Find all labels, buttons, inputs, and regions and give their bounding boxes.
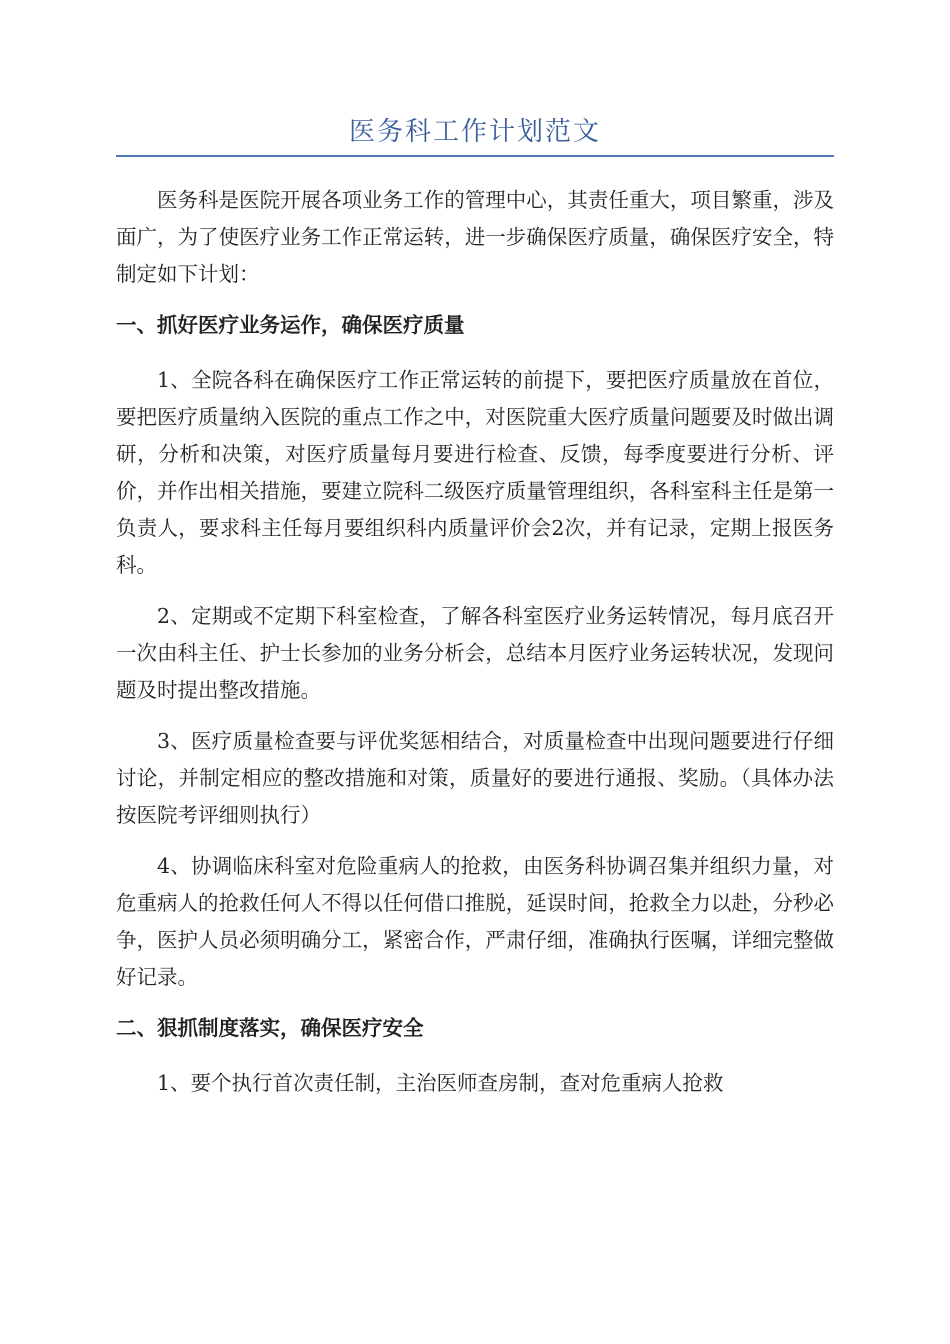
section-heading-2: 二、狠抓制度落实，确保医疗安全 (116, 1016, 424, 1040)
section-1-paragraph-3: 3、医疗质量检查要与评优奖惩相结合，对质量检查中出现问题要进行仔细讨论，并制定相应的整改措施和对策，质量好的要进行通报、奖励。（具体办法按医院考评细则执行） (116, 729, 834, 827)
section-heading-1: 一、抓好医疗业务运作，确保医疗质量 (116, 313, 465, 337)
section-1-paragraph-4: 4、协调临床科室对危险重病人的抢救，由医务科协调召集并组织力量，对危重病人的抢救任何人不得以任何借口推脱，延误时间，抢救全力以赴，分秒必争，医护人员必须明确分工，紧密合作，严肃仔细，准确执行医嘱，详细完整做好记录。 (116, 854, 834, 989)
document-title: 医务科工作计划范文 (348, 117, 601, 147)
title-underline (116, 155, 834, 157)
section-1-paragraph-1: 1、全院各科在确保医疗工作正常运转的前提下，要把医疗质量放在首位，要把医疗质量纳入医院的重点工作之中，对医院重大医疗质量问题要及时做出调研，分析和决策，对医疗质量每月要进行检查、反馈，每季度要进行分析、评价，并作出相关措施，要建立院科二级医疗质量管理组织，各科室科主任是第一负责人，要求科主任每月要组织科内质量评价会2次，并有记录，定期上报医务科。 (116, 368, 834, 577)
section-1-paragraph-2: 2、定期或不定期下科室检查，了解各科室医疗业务运转情况，每月底召开一次由科主任、护士长参加的业务分析会，总结本月医疗业务运转状况，发现问题及时提出整改措施。 (116, 604, 834, 702)
intro-paragraph: 医务科是医院开展各项业务工作的管理中心，其责任重大，项目繁重，涉及面广，为了使医疗业务工作正常运转，进一步确保医疗质量，确保医疗安全，特制定如下计划： (116, 188, 834, 286)
section-2-paragraph-1: 1、要个执行首次责任制，主治医师查房制，查对危重病人抢救 (157, 1071, 724, 1095)
document-page (116, 112, 834, 1116)
